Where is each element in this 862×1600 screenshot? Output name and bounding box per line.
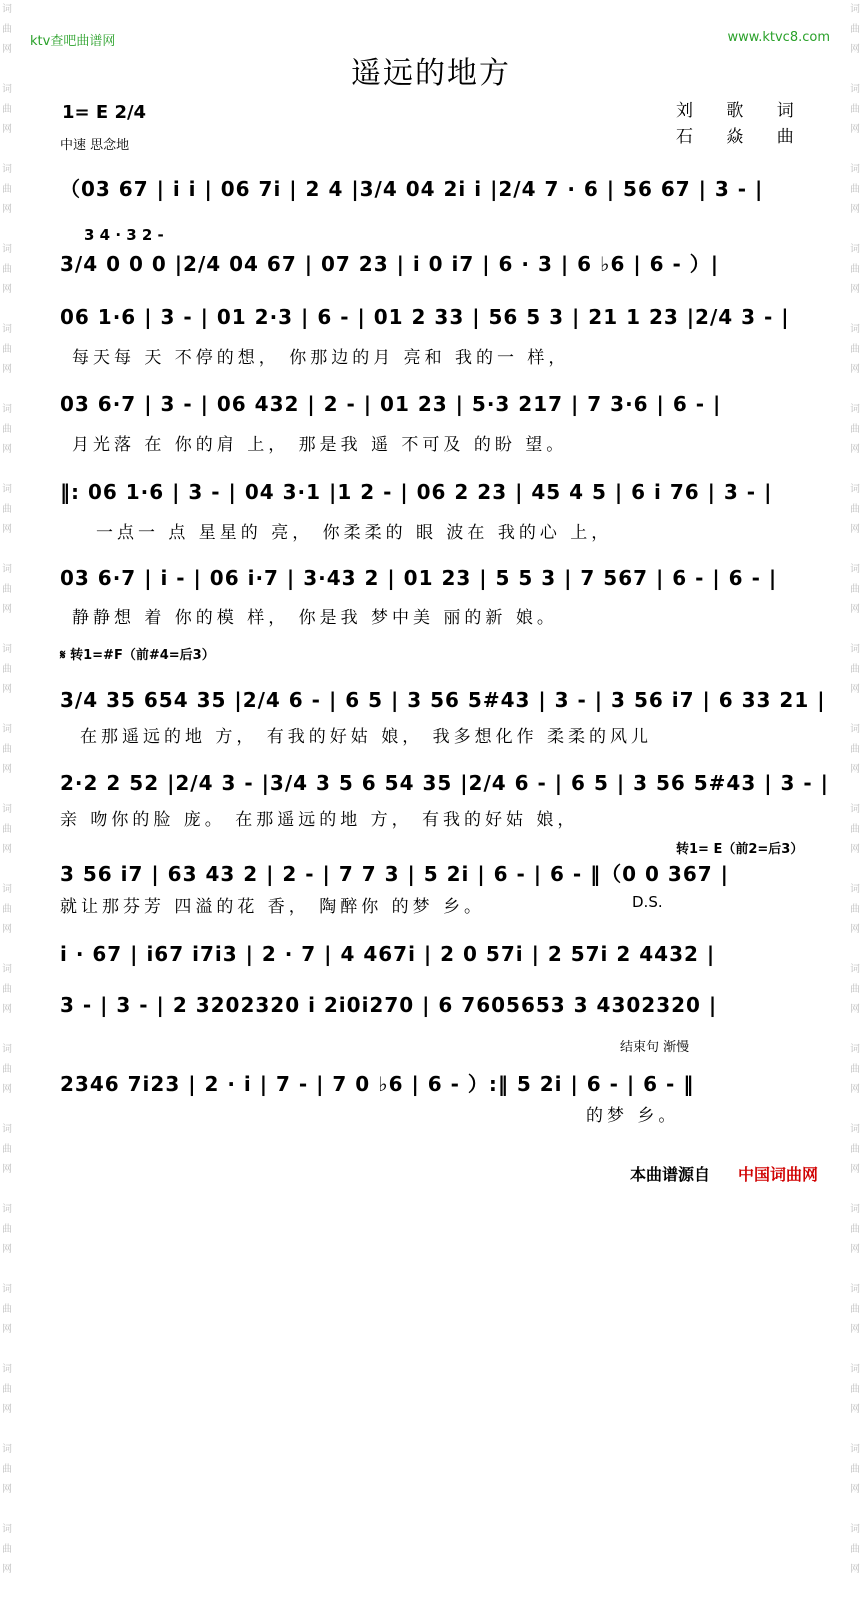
ending-mark: 结束句 渐慢 [620,1040,690,1055]
modulation-mark-f: 𝄋 转1=#F（前#4=后3） [60,648,215,663]
song-title: 遥远的地方 [351,56,511,91]
lyric-line-7: 在那遥远的地 方， 有我的好姑 娘， 我多想化作 柔柔的风儿 [80,727,653,747]
key-signature: 1= E 2/4 [62,102,147,123]
lyric-line-4: 月光落 在 你的肩 上， 那是我 遥 不可及 的盼 望。 [72,435,568,455]
score-line-8: 2·2 2 52 |2/4 3 - |3/4 3 5 6 54 35 |2/4 6 - | 6 5 | 3 56 5#43 | 3 - | [60,771,829,795]
lyric-line-9: 就让那芬芳 四溢的花 香， 陶醉你 的梦 乡。 [60,897,486,917]
score-line-1: （03 67 | i i | 06 7i | 2 4 |3/4 04 2i i |2/4 7 · 6 | 56 67 | 3 - | [60,177,764,201]
lyric-line-8: 亲 吻你的脸 庞。 在那遥远的地 方， 有我的好姑 娘， [60,810,579,830]
lyric-line-6: 静静想 着 你的模 样， 你是我 梦中美 丽的新 娘。 [72,608,558,628]
site-link-right[interactable]: www.ktvc8.com [727,30,830,45]
footer-source-link[interactable]: 中国词曲网 [738,1165,819,1184]
ds-mark: D.S. [632,893,663,911]
score-line-6: 03 6·7 | i - | 06 i·7 | 3·43 2 | 01 23 | 5 5 3 | 7 567 | 6 - | 6 - | [60,566,778,590]
site-link-left[interactable]: ktv查吧曲谱网 [30,34,116,49]
score-line-9: 3 56 i7 | 63 43 2 | 2 - | 7 7 3 | 5 2i | 6 - | 6 - ‖（0 0 367 | [60,862,729,886]
score-line-2: 3/4 0 0 0 |2/4 04 67 | 07 23 | i 0 i7 | 6 · 3 | 6 ♭6 | 6 - ）| [60,252,720,276]
score-line-3: 06 1·6 | 3 - | 01 2·3 | 6 - | 01 2 33 | 56 5 3 | 21 1 23 |2/4 3 - | [60,305,790,329]
side-watermark-left: 词 曲 网 词 曲 网 词 曲 网 词 曲 网 词 曲 网 词 曲 网 词 曲 网 词 曲 网 词 曲 网 词 曲 网 词 曲 网 词 曲 网 词 曲 网 词 曲 网 词 曲 网 词 曲 网 词 曲 网 词 曲 网 词 曲 网 词 曲 网 [2,4,12,1575]
score-line-11: 3 - | 3 - | 2 3202320 i 2i0i270 | 6 7605653 3 4302320 | [60,993,718,1017]
score-line-7: 3/4 35 654 35 |2/4 6 - | 6 5 | 3 56 5#43 | 3 - | 3 56 i7 | 6 33 21 | [60,688,826,712]
lyric-line-3: 每天每 天 不停的想， 你那边的月 亮和 我的一 样， [72,348,570,368]
lyricist-credit: 刘 歌 词 [676,101,808,121]
score-line-12: 2346 7i23 | 2 · i | 7 - | 7 0 ♭6 | 6 - ）:‖ 5 2i | 6 - | 6 - ‖ [60,1072,695,1096]
lyric-line-5: 一点一 点 星星的 亮， 你柔柔的 眼 波在 我的心 上， [96,523,613,543]
footer-source-label: 本曲谱源自 [630,1165,711,1184]
modulation-mark-e: 转1= E（前2=后3） [676,842,804,857]
score-line-5: ‖: 06 1·6 | 3 - | 04 3·1 |1 2 - | 06 2 23 | 45 4 5 | 6 i 76 | 3 - | [60,480,773,504]
tempo-mark: 中速 思念地 [60,138,130,153]
score-line-2-upper: 3 4 · 3 2 - [84,226,164,244]
composer-credit: 石 焱 曲 [676,127,808,147]
lyric-line-12: 的梦 乡。 [586,1106,680,1126]
score-line-4: 03 6·7 | 3 - | 06 432 | 2 - | 01 23 | 5·3 217 | 7 3·6 | 6 - | [60,392,722,416]
side-watermark-right: 词 曲 网 词 曲 网 词 曲 网 词 曲 网 词 曲 网 词 曲 网 词 曲 网 词 曲 网 词 曲 网 词 曲 网 词 曲 网 词 曲 网 词 曲 网 词 曲 网 词 曲 网 词 曲 网 词 曲 网 词 曲 网 词 曲 网 词 曲 网 [850,4,860,1575]
score-line-10: i · 67 | i67 i7i3 | 2 · 7 | 4 467i | 2 0 57i | 2 57i 2 4432 | [60,942,716,966]
